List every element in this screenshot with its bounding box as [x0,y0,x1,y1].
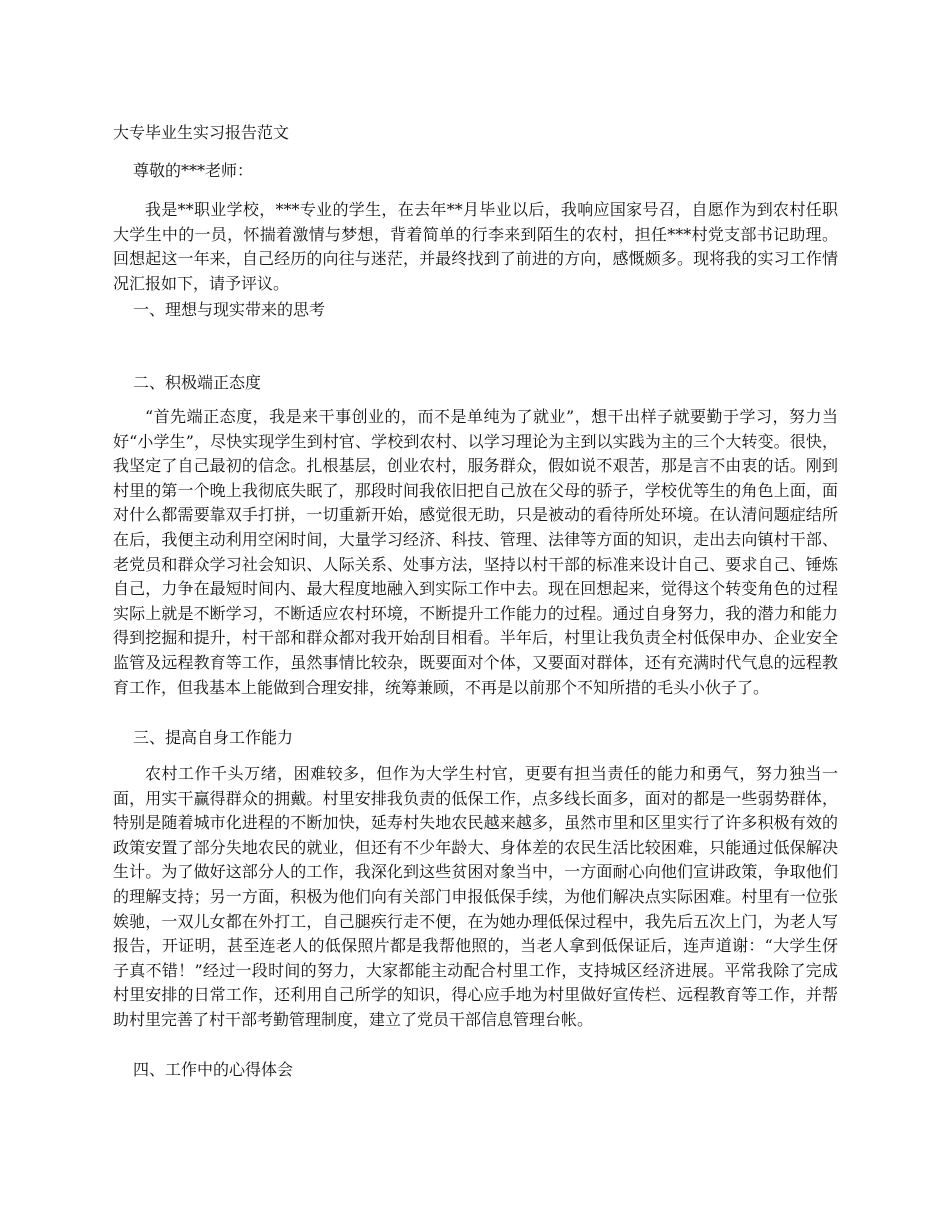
salutation: 尊敬的***老师： [133,161,254,180]
intro-paragraph: 我是**职业学校，***专业的学生，在去年**月毕业以后，我响应国家号召，自愿作为到农村任职大学生中的一员，怀揣着激情与梦想，背着简单的行李来到陌生的农村，担任***村党支部书记助理。回想起这一年来，自己经历的向往与迷茫，并最终找到了前进的方向，感慨颇多。现将我的实习工作情况汇报如下，请予评议。 [113,200,838,293]
section-body-3: 农村工作千头万绪，困难较多，但作为大学生村官，更要有担当责任的能力和勇气，努力独当一面，用实干赢得群众的拥戴。村里安排我负责的低保工作，点多线长面多，面对的都是一些弱势群体，特别是随着城市化进程的不断加快，延寿村失地农民越来越多，虽然市里和区里实行了许多积极有效的政策安置了部分失地农民的就业，但还有不少年龄大、身体差的农民生活比较困难，只能通过低保解决生计。为了做好这部分人的工作，我深化到这些贫困对象当中，一方面耐心向他们宣讲政策，争取他们的理解支持；另一方面，积极为他们向有关部门申报低保手续，为他们解决点实际困难。村里有一位张娭驰，一双儿女都在外打工，自己腿疾行走不便，在为她办理低保过程中，我先后五次上门，为老人写报告，开证明，甚至连老人的低保照片都是我帮他照的，当老人拿到低保证后，连声道谢：“大学生伢子真不错！”经过一段时间的努力，大家都能主动配合村里工作，支持城区经济进展。平常我除了完成村里安排的日常工作，还利用自己所学的知识，得心应手地为村里做好宣传栏、远程教育等工作，并帮助村里完善了村干部考勤管理制度，建立了党员干部信息管理台帐。 [113,764,838,1029]
section-heading-1: 一、理想与现实带来的思考 [133,300,326,319]
section-heading-2: 二、积极端正态度 [133,373,262,392]
section-body-2: “首先端正态度，我是来干事创业的，而不是单纯为了就业”，想干出样子就要勤于学习，努力当好“小学生”，尽快实现学生到村官、学校到农村、以学习理论为主到以实践为主的三个大转变。很快，我坚定了自己最初的信念。扎根基层，创业农村，服务群众，假如说不艰苦，那是言不由衷的话。刚到村里的第一个晚上我彻底失眠了，那段时间我依旧把自己放在父母的骄子，学校优等生的角色上面，面对什么都需要靠双手打拼，一切重新开始，感觉很无助，只是被动的看待所处环境。在认清问题症结所在后，我便主动利用空闲时间，大量学习经济、科技、管理、法律等方面的知识，走出去向镇村干部、老党员和群众学习社会知识、人际关系、处事方法，坚持以村干部的标准来设计自己、要求自己、锤炼自己，力争在最短时间内、最大程度地融入到实际工作中去。现在回想起来，觉得这个转变角色的过程实际上就是不断学习，不断适应农村环境，不断提升工作能力的过程。通过自身努力，我的潜力和能力得到挖掘和提升，村干部和群众都对我开始刮目相看。半年后，村里让我负责全村低保申办、企业安全监管及远程教育等工作，虽然事情比较杂，既要面对个体，又要面对群体，还有充满时代气息的远程教育工作，但我基本上能做到合理安排，统筹兼顾，不再是以前那个不知所措的毛头小伙子了。 [113,407,838,697]
section-heading-4: 四、工作中的心得体会 [133,1060,294,1079]
document-title: 大专毕业生实习报告范文 [113,123,290,142]
section-heading-3: 三、提高自身工作能力 [133,728,294,747]
